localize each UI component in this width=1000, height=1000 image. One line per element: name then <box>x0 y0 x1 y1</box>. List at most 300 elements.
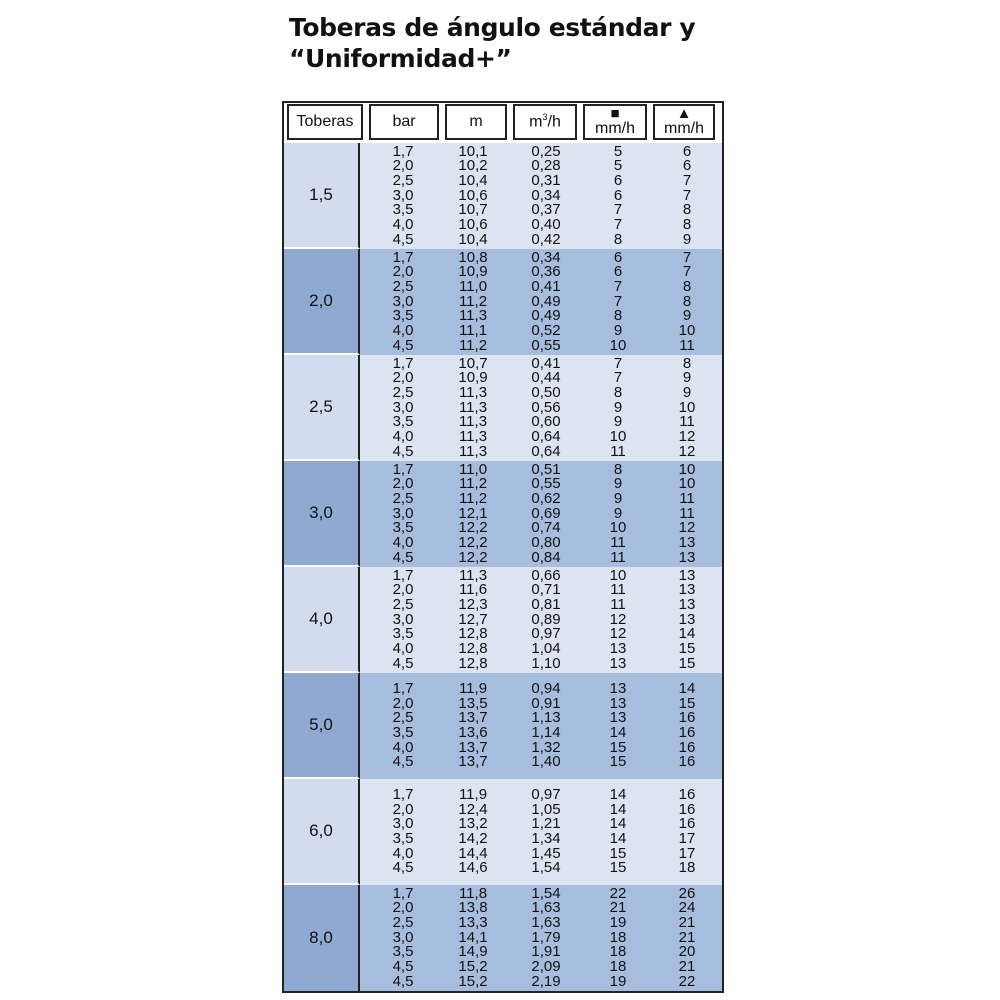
cell-m: 12,8 <box>458 654 488 672</box>
table-row <box>360 654 722 672</box>
cell-triangle-mmh: 10 <box>678 475 696 493</box>
cell-bar: 4,5 <box>392 753 414 771</box>
cell-m: 13,8 <box>458 899 488 917</box>
cell-triangle-mmh: 16 <box>678 785 696 803</box>
table-row <box>360 972 722 990</box>
header-flow <box>513 104 577 140</box>
cell-square-mmh: 7 <box>613 292 623 310</box>
table-row <box>360 548 722 566</box>
cell-square-mmh: 12 <box>609 610 627 628</box>
cell-flow: 1,54 <box>531 884 561 902</box>
cell-triangle-mmh: 9 <box>682 307 692 325</box>
square-icon: ■ <box>610 105 620 122</box>
header-m <box>445 104 507 140</box>
header-mmh-1: mm/h <box>595 120 635 137</box>
cell-square-mmh: 9 <box>613 475 623 493</box>
cell-square-mmh: 22 <box>609 884 627 902</box>
group-rows <box>360 779 722 885</box>
cell-bar: 3,5 <box>392 307 414 325</box>
group-rows <box>360 355 722 461</box>
cell-bar: 4,5 <box>392 654 414 672</box>
tobera-size: 1,5 <box>284 143 360 249</box>
cell-m: 11,3 <box>458 383 488 401</box>
cell-triangle-mmh: 24 <box>678 899 696 917</box>
cell-square-mmh: 10 <box>609 336 627 354</box>
cell-bar: 4,0 <box>392 640 414 658</box>
cell-square-mmh: 7 <box>613 216 623 234</box>
cell-m: 10,7 <box>458 354 488 372</box>
cell-square-mmh: 14 <box>609 800 627 818</box>
cell-square-mmh: 8 <box>613 383 623 401</box>
cell-triangle-mmh: 15 <box>678 654 696 672</box>
header-flow-tail: /h <box>547 113 561 131</box>
cell-flow: 0,34 <box>531 186 561 204</box>
cell-m: 13,5 <box>458 694 488 712</box>
cell-triangle-mmh: 21 <box>678 913 696 931</box>
cell-flow: 0,28 <box>531 157 561 175</box>
table-row <box>360 861 722 876</box>
cell-m: 11,2 <box>458 336 488 354</box>
cell-square-mmh: 6 <box>613 171 623 189</box>
cell-bar: 4,0 <box>392 428 414 446</box>
cell-square-mmh: 11 <box>610 534 626 552</box>
cell-flow: 0,41 <box>531 277 561 295</box>
cell-m: 13,7 <box>458 753 488 771</box>
cell-m: 14,1 <box>458 928 488 946</box>
cell-bar: 2,0 <box>392 800 414 818</box>
cell-m: 11,0 <box>458 277 488 295</box>
cell-flow: 1,63 <box>531 899 561 917</box>
tobera-size: 2,0 <box>284 249 360 355</box>
cell-m: 10,1 <box>458 142 488 160</box>
cell-bar: 4,0 <box>392 534 414 552</box>
cell-bar: 2,0 <box>392 694 414 712</box>
cell-square-mmh: 7 <box>613 201 623 219</box>
cell-flow: 0,97 <box>531 625 561 643</box>
cell-bar: 3,5 <box>392 413 414 431</box>
cell-triangle-mmh: 11 <box>679 336 695 354</box>
cell-square-mmh: 18 <box>609 928 627 946</box>
cell-m: 14,4 <box>458 844 488 862</box>
cell-m: 11,3 <box>458 566 488 584</box>
cell-flow: 0,81 <box>531 595 561 613</box>
cell-m: 10,4 <box>458 230 488 248</box>
cell-flow: 0,91 <box>531 694 561 712</box>
cell-bar: 3,0 <box>392 398 414 416</box>
tobera-size: 8,0 <box>284 885 360 991</box>
cell-flow: 1,05 <box>531 800 561 818</box>
cell-square-mmh: 13 <box>609 679 627 697</box>
cell-m: 12,8 <box>458 625 488 643</box>
cell-square-mmh: 14 <box>609 785 627 803</box>
cell-flow: 1,54 <box>531 859 561 877</box>
cell-m: 13,7 <box>458 709 488 727</box>
cell-bar: 4,0 <box>392 322 414 340</box>
cell-flow: 2,09 <box>531 958 561 976</box>
cell-triangle-mmh: 13 <box>678 610 696 628</box>
cell-triangle-mmh: 7 <box>682 186 692 204</box>
cell-bar: 1,7 <box>392 248 414 266</box>
cell-triangle-mmh: 7 <box>682 263 692 281</box>
cell-bar: 2,0 <box>392 475 414 493</box>
cell-m: 12,8 <box>458 640 488 658</box>
header-toberas <box>287 104 363 140</box>
cell-triangle-mmh: 11 <box>679 489 695 507</box>
cell-square-mmh: 9 <box>613 322 623 340</box>
group-rows <box>360 143 722 249</box>
cell-bar: 3,0 <box>392 504 414 522</box>
tobera-size: 6,0 <box>284 779 360 885</box>
group-rows <box>360 461 722 567</box>
group-rows <box>360 249 722 355</box>
tobera-size: 3,0 <box>284 461 360 567</box>
cell-triangle-mmh: 13 <box>678 566 696 584</box>
cell-triangle-mmh: 26 <box>678 884 696 902</box>
cell-triangle-mmh: 16 <box>678 753 696 771</box>
cell-flow: 0,52 <box>531 322 561 340</box>
cell-triangle-mmh: 13 <box>678 581 696 599</box>
cell-square-mmh: 18 <box>609 958 627 976</box>
tobera-group <box>284 779 722 885</box>
cell-m: 11,3 <box>458 442 488 460</box>
cell-square-mmh: 21 <box>609 899 627 917</box>
cell-square-mmh: 8 <box>613 307 623 325</box>
cell-square-mmh: 8 <box>613 230 623 248</box>
cell-triangle-mmh: 8 <box>682 216 692 234</box>
cell-flow: 0,62 <box>531 489 561 507</box>
cell-triangle-mmh: 12 <box>678 442 696 460</box>
header-toberas-label: Toberas <box>296 113 354 130</box>
cell-bar: 3,0 <box>392 928 414 946</box>
cell-flow: 0,84 <box>531 548 561 566</box>
cell-flow: 1,40 <box>531 753 561 771</box>
cell-bar: 4,0 <box>392 216 414 234</box>
cell-bar: 1,7 <box>392 142 414 160</box>
cell-m: 11,1 <box>458 322 488 340</box>
cell-flow: 0,80 <box>531 534 561 552</box>
cell-triangle-mmh: 11 <box>679 413 695 431</box>
cell-square-mmh: 13 <box>609 709 627 727</box>
cell-square-mmh: 11 <box>610 442 626 460</box>
cell-square-mmh: 11 <box>610 595 626 613</box>
cell-bar: 2,5 <box>392 383 414 401</box>
cell-flow: 0,89 <box>531 610 561 628</box>
cell-flow: 0,64 <box>531 442 561 460</box>
cell-bar: 4,5 <box>392 548 414 566</box>
tobera-size: 4,0 <box>284 567 360 673</box>
cell-bar: 3,0 <box>392 186 414 204</box>
cell-m: 11,9 <box>458 785 488 803</box>
cell-flow: 1,04 <box>531 640 561 658</box>
cell-m: 11,8 <box>458 884 488 902</box>
cell-m: 11,6 <box>458 581 488 599</box>
cell-m: 12,2 <box>458 548 488 566</box>
cell-triangle-mmh: 16 <box>678 724 696 741</box>
tobera-group <box>284 461 722 567</box>
cell-m: 11,3 <box>458 398 488 416</box>
cell-bar: 3,0 <box>392 292 414 310</box>
cell-flow: 1,14 <box>531 724 561 741</box>
header-flow-base: m <box>529 113 543 131</box>
cell-square-mmh: 15 <box>609 844 627 862</box>
cell-flow: 0,25 <box>531 142 561 160</box>
cell-triangle-mmh: 20 <box>678 943 696 961</box>
cell-bar: 1,7 <box>392 566 414 584</box>
group-rows <box>360 567 722 673</box>
cell-m: 13,2 <box>458 815 488 833</box>
cell-m: 10,6 <box>458 216 488 234</box>
cell-m: 11,3 <box>458 428 488 446</box>
cell-square-mmh: 14 <box>609 815 627 833</box>
cell-flow: 0,36 <box>531 263 561 281</box>
cell-bar: 3,5 <box>392 201 414 219</box>
cell-m: 14,6 <box>458 859 488 877</box>
cell-flow: 0,71 <box>531 581 561 599</box>
cell-triangle-mmh: 7 <box>682 248 692 266</box>
cell-flow: 0,49 <box>531 292 561 310</box>
cell-flow: 0,94 <box>531 679 561 697</box>
cell-bar: 3,5 <box>392 943 414 961</box>
cell-m: 10,8 <box>458 248 488 266</box>
cell-square-mmh: 9 <box>613 504 623 522</box>
cell-triangle-mmh: 12 <box>678 519 696 537</box>
cell-square-mmh: 11 <box>610 581 626 599</box>
cell-flow: 0,55 <box>531 475 561 493</box>
cell-m: 13,7 <box>458 738 488 756</box>
cell-square-mmh: 10 <box>609 428 627 446</box>
cell-flow: 0,44 <box>531 369 561 387</box>
cell-m: 10,4 <box>458 171 488 189</box>
table-body <box>284 143 722 991</box>
header-square-mmh <box>583 104 647 140</box>
cell-m: 12,4 <box>458 800 488 818</box>
cell-bar: 1,7 <box>392 354 414 372</box>
cell-m: 11,3 <box>458 413 488 431</box>
cell-triangle-mmh: 12 <box>678 428 696 446</box>
cell-m: 10,9 <box>458 263 488 281</box>
cell-m: 11,9 <box>458 679 488 697</box>
cell-triangle-mmh: 21 <box>678 958 696 976</box>
header-mmh-2: mm/h <box>664 120 704 137</box>
cell-square-mmh: 5 <box>613 157 623 175</box>
group-rows <box>360 885 722 991</box>
cell-square-mmh: 5 <box>613 142 623 160</box>
cell-flow: 0,42 <box>531 230 561 248</box>
cell-bar: 2,0 <box>392 899 414 917</box>
cell-flow: 0,51 <box>531 460 561 478</box>
cell-triangle-mmh: 15 <box>678 640 696 658</box>
cell-triangle-mmh: 10 <box>678 398 696 416</box>
table-row <box>360 442 722 460</box>
cell-flow: 1,21 <box>531 815 561 833</box>
cell-m: 13,3 <box>458 913 488 931</box>
cell-triangle-mmh: 16 <box>678 738 696 756</box>
tobera-group <box>284 885 722 991</box>
cell-bar: 2,5 <box>392 277 414 295</box>
cell-square-mmh: 15 <box>609 738 627 756</box>
cell-flow: 0,97 <box>531 785 561 803</box>
cell-flow: 2,19 <box>531 972 561 990</box>
cell-triangle-mmh: 17 <box>678 844 696 862</box>
cell-square-mmh: 15 <box>609 753 627 771</box>
cell-triangle-mmh: 22 <box>678 972 696 990</box>
cell-bar: 4,5 <box>392 958 414 976</box>
cell-bar: 3,5 <box>392 724 414 741</box>
cell-bar: 3,5 <box>392 519 414 537</box>
cell-flow: 0,55 <box>531 336 561 354</box>
cell-flow: 0,40 <box>531 216 561 234</box>
cell-bar: 4,0 <box>392 844 414 862</box>
cell-square-mmh: 7 <box>613 354 623 372</box>
cell-flow: 0,56 <box>531 398 561 416</box>
cell-square-mmh: 18 <box>609 943 627 961</box>
cell-square-mmh: 6 <box>613 186 623 204</box>
triangle-icon: ▲ <box>676 105 692 122</box>
cell-flow: 0,50 <box>531 383 561 401</box>
title-line-2: “Uniformidad+” <box>289 44 512 73</box>
cell-triangle-mmh: 10 <box>678 322 696 340</box>
tobera-size: 2,5 <box>284 355 360 461</box>
cell-bar: 2,5 <box>392 171 414 189</box>
table-row <box>360 230 722 248</box>
tobera-group <box>284 355 722 461</box>
tobera-group <box>284 143 722 249</box>
cell-triangle-mmh: 13 <box>678 548 696 566</box>
cell-flow: 1,10 <box>531 654 561 672</box>
cell-flow: 1,79 <box>531 928 561 946</box>
cell-m: 12,1 <box>458 504 488 522</box>
cell-flow: 0,60 <box>531 413 561 431</box>
cell-triangle-mmh: 14 <box>678 625 696 643</box>
cell-triangle-mmh: 17 <box>678 830 696 847</box>
cell-square-mmh: 9 <box>613 398 623 416</box>
cell-square-mmh: 14 <box>609 724 627 741</box>
cell-flow: 0,41 <box>531 354 561 372</box>
cell-m: 10,9 <box>458 369 488 387</box>
title-line-1: Toberas de ángulo estándar y <box>289 13 696 42</box>
cell-flow: 1,63 <box>531 913 561 931</box>
page-title <box>289 12 729 74</box>
cell-m: 12,2 <box>458 519 488 537</box>
cell-m: 14,2 <box>458 830 488 847</box>
cell-bar: 4,5 <box>392 442 414 460</box>
cell-m: 11,3 <box>458 307 488 325</box>
tobera-size: 5,0 <box>284 673 360 779</box>
cell-triangle-mmh: 6 <box>682 157 692 175</box>
cell-triangle-mmh: 14 <box>678 679 696 697</box>
cell-m: 13,6 <box>458 724 488 741</box>
cell-triangle-mmh: 21 <box>678 928 696 946</box>
cell-triangle-mmh: 18 <box>678 859 696 877</box>
table-row <box>360 336 722 354</box>
cell-m: 10,2 <box>458 157 488 175</box>
cell-m: 10,6 <box>458 186 488 204</box>
cell-square-mmh: 19 <box>609 913 627 931</box>
cell-m: 10,7 <box>458 201 488 219</box>
cell-triangle-mmh: 16 <box>678 815 696 833</box>
cell-triangle-mmh: 9 <box>682 383 692 401</box>
cell-square-mmh: 10 <box>609 519 627 537</box>
cell-flow: 1,13 <box>531 709 561 727</box>
cell-bar: 2,5 <box>392 709 414 727</box>
cell-m: 15,2 <box>458 972 488 990</box>
header-m-label: m <box>469 113 483 130</box>
cell-triangle-mmh: 13 <box>678 534 696 552</box>
cell-bar: 1,7 <box>392 679 414 697</box>
cell-flow: 0,49 <box>531 307 561 325</box>
cell-m: 11,2 <box>458 489 488 507</box>
cell-bar: 3,0 <box>392 610 414 628</box>
cell-square-mmh: 15 <box>609 859 627 877</box>
cell-triangle-mmh: 8 <box>682 201 692 219</box>
cell-triangle-mmh: 16 <box>678 800 696 818</box>
cell-bar: 1,7 <box>392 460 414 478</box>
cell-flow: 0,64 <box>531 428 561 446</box>
cell-flow: 0,69 <box>531 504 561 522</box>
cell-square-mmh: 13 <box>609 694 627 712</box>
nozzle-table <box>282 101 724 993</box>
cell-bar: 2,5 <box>392 595 414 613</box>
cell-triangle-mmh: 8 <box>682 277 692 295</box>
cell-triangle-mmh: 11 <box>679 504 695 522</box>
cell-bar: 2,0 <box>392 369 414 387</box>
cell-triangle-mmh: 10 <box>678 460 696 478</box>
cell-square-mmh: 6 <box>613 248 623 266</box>
table-row <box>360 755 722 770</box>
cell-m: 12,3 <box>458 595 488 613</box>
cell-flow: 0,74 <box>531 519 561 537</box>
cell-flow: 0,37 <box>531 201 561 219</box>
cell-flow: 1,91 <box>531 943 561 961</box>
header-flow-label <box>529 112 561 131</box>
cell-bar: 4,5 <box>392 859 414 877</box>
cell-triangle-mmh: 8 <box>682 292 692 310</box>
cell-square-mmh: 19 <box>609 972 627 990</box>
cell-flow: 0,31 <box>531 171 561 189</box>
header-flow-sup: 3 <box>542 112 548 123</box>
cell-triangle-mmh: 9 <box>682 369 692 387</box>
cell-triangle-mmh: 6 <box>682 142 692 160</box>
tobera-group <box>284 567 722 673</box>
cell-square-mmh: 8 <box>613 460 623 478</box>
cell-square-mmh: 6 <box>613 263 623 281</box>
cell-flow: 1,34 <box>531 830 561 847</box>
cell-triangle-mmh: 7 <box>682 171 692 189</box>
cell-triangle-mmh: 8 <box>682 354 692 372</box>
cell-square-mmh: 9 <box>613 489 623 507</box>
cell-square-mmh: 12 <box>609 625 627 643</box>
cell-m: 15,2 <box>458 958 488 976</box>
cell-m: 11,2 <box>458 475 488 493</box>
cell-square-mmh: 7 <box>613 369 623 387</box>
cell-flow: 1,32 <box>531 738 561 756</box>
cell-m: 12,7 <box>458 610 488 628</box>
cell-triangle-mmh: 15 <box>678 694 696 712</box>
tobera-group <box>284 249 722 355</box>
cell-square-mmh: 13 <box>609 654 627 672</box>
cell-bar: 1,7 <box>392 884 414 902</box>
cell-bar: 4,5 <box>392 230 414 248</box>
cell-bar: 2,5 <box>392 489 414 507</box>
cell-bar: 3,0 <box>392 815 414 833</box>
cell-bar: 4,5 <box>392 336 414 354</box>
cell-bar: 2,0 <box>392 263 414 281</box>
cell-bar: 2,5 <box>392 913 414 931</box>
group-rows <box>360 673 722 779</box>
table-header <box>284 103 722 143</box>
cell-m: 11,0 <box>458 460 488 478</box>
cell-m: 14,9 <box>458 943 488 961</box>
